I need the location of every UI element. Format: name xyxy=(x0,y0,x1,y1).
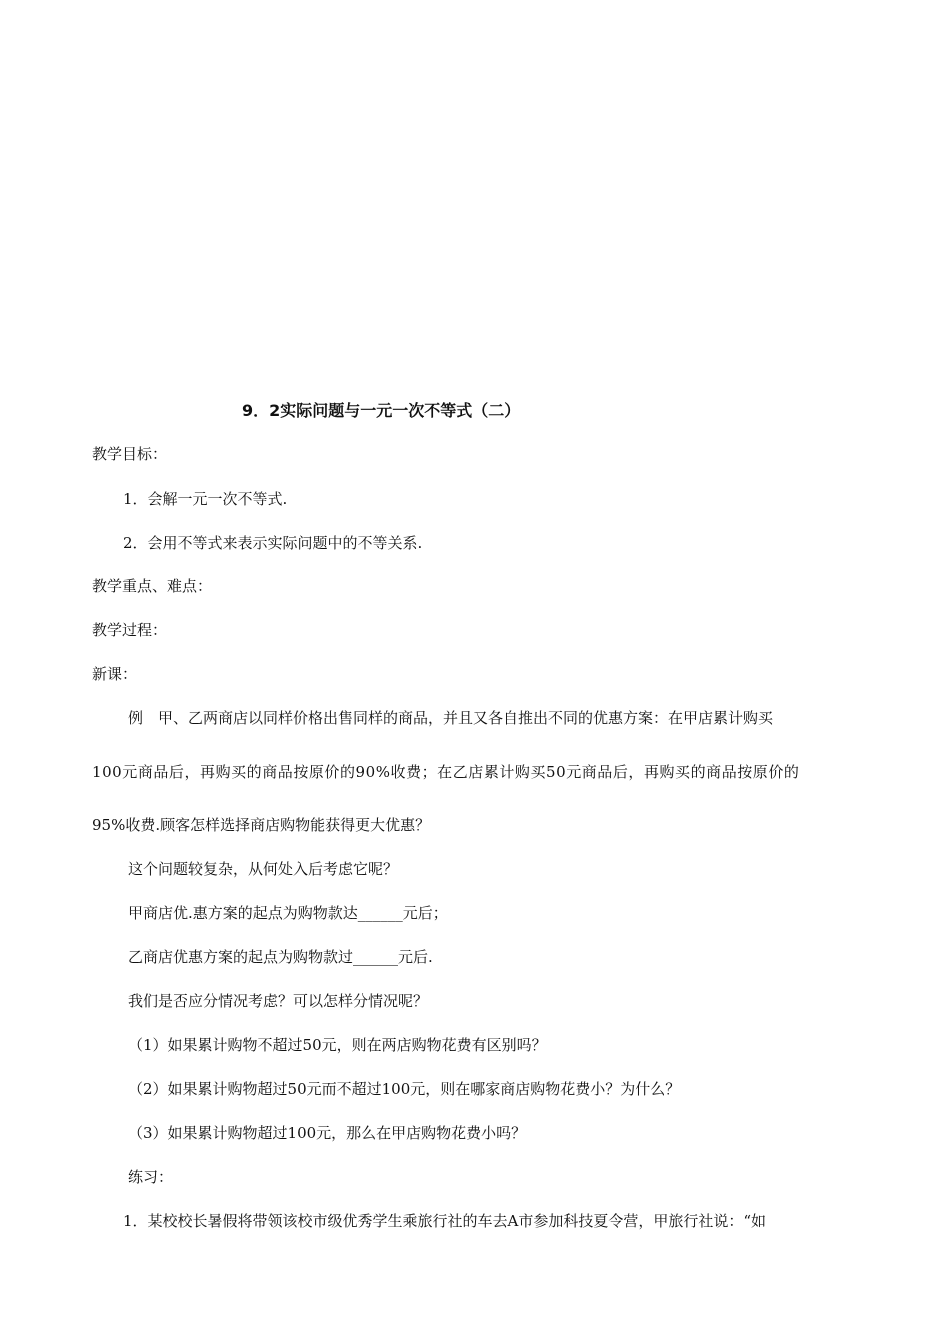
new-lesson-heading: 新课： xyxy=(92,665,138,683)
objective-item: 1．会解一元一次不等式. xyxy=(123,490,288,508)
discussion-line: 乙商店优惠方案的起点为购物款过______元后. xyxy=(128,948,433,966)
discussion-line: （3）如果累计购物超过100元，那么在甲店购物花费小吗？ xyxy=(128,1124,527,1142)
discussion-line: 甲商店优.惠方案的起点为购物款达______元后； xyxy=(128,904,448,922)
document-title: 9．2实际问题与一元一次不等式（二） xyxy=(242,401,521,420)
practice-item: 1．某校校长暑假将带领该校市级优秀学生乘旅行社的车去A市参加科技夏令营，甲旅行社说：“如 xyxy=(123,1212,767,1230)
process-heading: 教学过程： xyxy=(92,621,168,639)
example-line: 95%收费.顾客怎样选择商店购物能获得更大优惠？ xyxy=(92,816,431,834)
discussion-line: （1）如果累计购物不超过50元，则在两店购物花费有区别吗？ xyxy=(128,1036,547,1054)
example-line: 100元商品后，再购买的商品按原价的90%收费；在乙店累计购买50元商品后，再购买的商品按原价的 xyxy=(92,763,800,781)
objectives-heading: 教学目标： xyxy=(92,445,168,463)
discussion-line: 我们是否应分情况考虑？可以怎样分情况呢？ xyxy=(128,992,429,1010)
example-line: 例 甲、乙两商店以同样价格出售同样的商品，并且又各自推出不同的优惠方案：在甲店累计购买 xyxy=(128,709,774,727)
key-points-heading: 教学重点、难点： xyxy=(92,577,213,595)
practice-heading: 练习： xyxy=(128,1168,174,1186)
objective-item: 2．会用不等式来表示实际问题中的不等关系. xyxy=(123,534,423,552)
discussion-line: 这个问题较复杂，从何处入后考虑它呢？ xyxy=(128,860,399,878)
discussion-line: （2）如果累计购物超过50元而不超过100元，则在哪家商店购物花费小？为什么？ xyxy=(128,1080,681,1098)
